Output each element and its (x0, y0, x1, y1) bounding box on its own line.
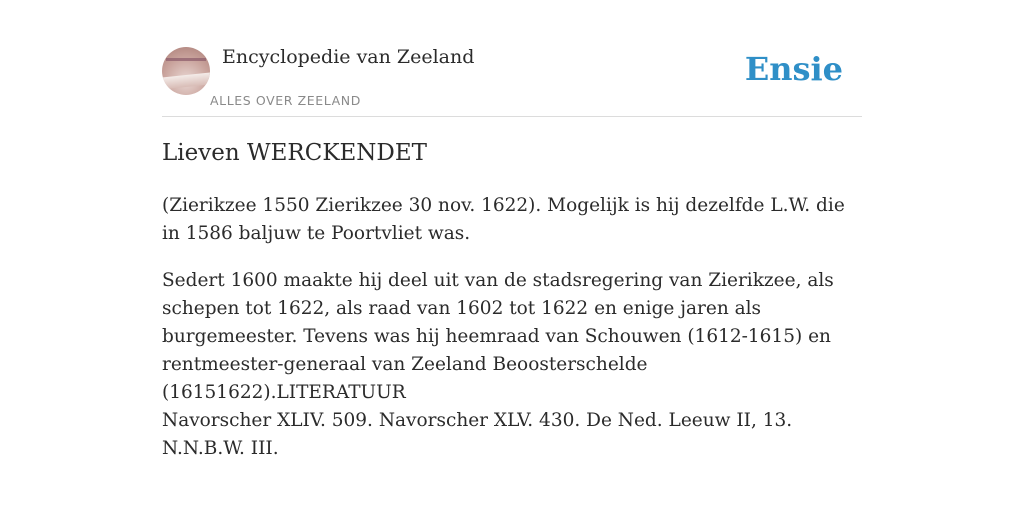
page-container (162, 0, 862, 459)
ensie-logo-link[interactable]: Ensie (744, 50, 843, 88)
avatar-book (162, 72, 210, 90)
article-literature: Navorscher XLIV. 509. Navorscher XLV. 430. De Ned. Leeuw II, 13. N.N.B.W. III. (162, 410, 793, 459)
article-paragraph-2: Sedert 1600 maakte hij deel uit van de stadsregering van Zierikzee, als schepen tot 1622, als raad van 1602 tot 1622 en enige jaren als burgemeester. Tevens was hij heemraad van Schouwen (1612-1615) en rentmeester-generaal van Zeeland Beoosterschelde (16151622).LITERATUUR (162, 270, 834, 403)
site-title[interactable]: Encyclopedie van Zeeland (222, 46, 475, 68)
avatar-band (166, 58, 206, 61)
article-paragraph-1: (Zierikzee 1550 Zierikzee 30 nov. 1622). Mogelijk is hij dezelfde L.W. die in 1586 baljuw te Poortvliet was. (162, 195, 845, 244)
book-avatar-icon[interactable] (162, 47, 210, 95)
site-header (162, 0, 862, 117)
site-subtitle: ALLES OVER ZEELAND (210, 93, 361, 108)
page-title: Lieven WERCKENDET (162, 140, 427, 166)
